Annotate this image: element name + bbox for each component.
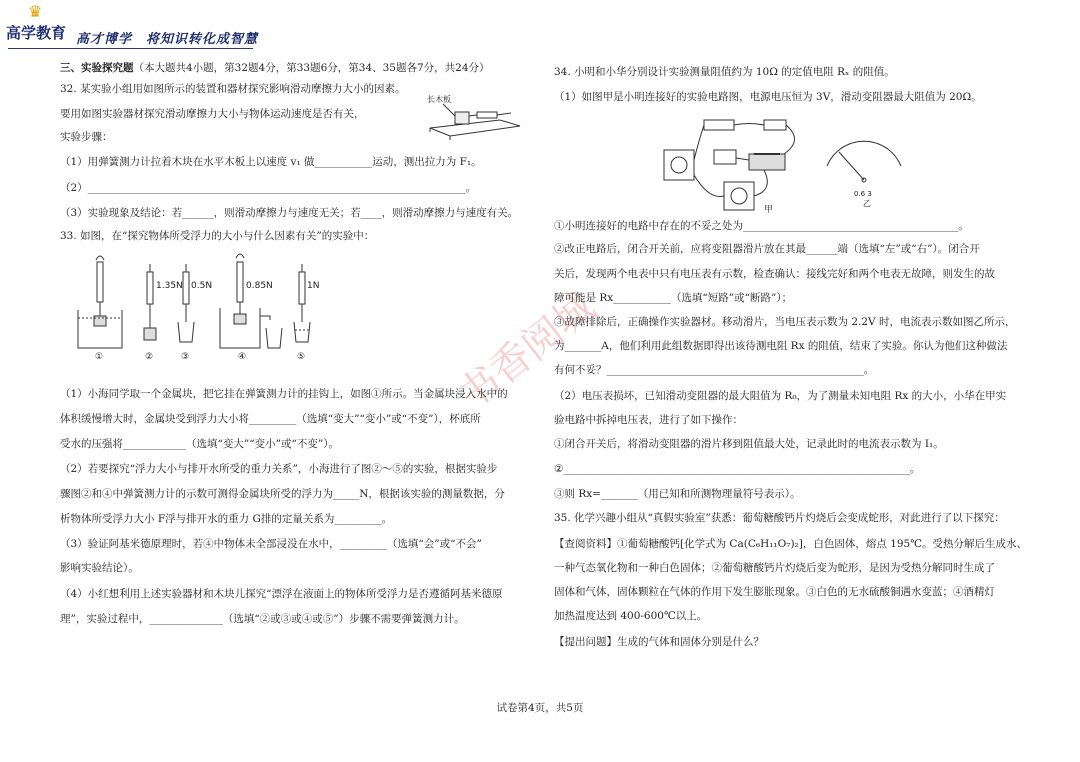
section-title: 三、实验探究题 [60, 62, 134, 74]
q32-fig-label: 长木板 [427, 95, 451, 104]
q34-line-10: （2）电压表损坏，已知滑动变阻器的最大阻值为 R₀，为了测量未知电阻 Rx 的大小，小华在甲实 [554, 390, 1007, 402]
q34-line-3: ①小明连接好的电路中存在的不妥之处为_________________________________________。 [554, 220, 969, 232]
q34-line-7: ③故障排除后，正确操作实验器材。移动滑片，当电压表示数为 2.2V 时，电流表示数如图乙所示， [554, 316, 1016, 328]
q32-line-1: 32. 某实验小组用如图所示的装置和器材探究影响滑动摩擦力大小的因素。 [60, 83, 406, 95]
q34-line-5: 关后，发现两个电表中只有电压表有示数，检查确认：接线完好和两个电表无故障，则发生的故 [554, 268, 995, 280]
q33-reading-3: 0.5N [191, 281, 213, 291]
q33-line-11: 理”，实验过程中，______________（选填“②或③或④或⑤”）步骤不需要弹簧测力计。 [60, 613, 465, 625]
q34-line-4: ②改正电路后，闭合开关前，应将变阻器滑片放在其最______端（选填“左”或“右”）。闭合开 [554, 243, 980, 255]
q34-line-12: ①闭合开关后，将滑动变阻器的滑片移到阻值最大处，记录此时的电流表示数为 I₁。 [554, 438, 944, 450]
q33-line-8: （3）验证阿基米德原理时，若④中物体未全部浸没在水中，_________（选填“会”或“不会” [60, 538, 482, 550]
fig-label-jia: 甲 [764, 205, 774, 214]
q32-line-5: （2）________________________________________________________________________。 [60, 182, 477, 194]
q32-line-4: （1）用弹簧测力计拉着木块在水平木板上以速度 v₁ 做___________运动，测出拉力为 F₁。 [60, 156, 482, 168]
q33-num-1: ① [95, 352, 104, 360]
logo [6, 4, 70, 44]
q35-line-3: 一种气态氧化物和一种白色固体；②葡萄糖酸钙片灼烧后变为蛇形，是因为受热分解同时生成了 [554, 562, 995, 574]
fig-label-yi: 乙 [863, 199, 871, 208]
buoyancy-apparatus [70, 250, 330, 360]
q33-line-7: 析物体所受浮力大小 F浮与排开水的重力 G排的定量关系为_________。 [60, 513, 393, 525]
friction-apparatus [425, 90, 525, 140]
q33-line-9: 影响实验结论）。 [60, 562, 139, 574]
q33-line-1: 33. 如图，在“探究物体所受浮力的大小与什么因素有关”的实验中： [60, 230, 375, 242]
q34-line-9: 有何不妥？_________________________________________________。 [554, 364, 875, 376]
page-footer: 试卷第4页，共5页 [496, 702, 584, 714]
header-divider [8, 48, 253, 49]
q32-line-2: 要用如图实验器材探究滑动摩擦力大小与物体运动速度是否有关， [60, 108, 365, 120]
q33-num-5: ⑤ [297, 352, 306, 360]
svg-text:0.6 3: 0.6 3 [854, 190, 872, 198]
q33-reading-5: 1N [307, 281, 320, 291]
q33-line-3: 体积缓慢增大时，金属块受到浮力大小将_________（选填“变大”“变小”或“不变”），杯底所 [60, 413, 481, 425]
q33-line-10: （4）小红想利用上述实验器材和木块儿探究“漂浮在液面上的物体所受浮力是否遵循阿基米德原 [60, 588, 503, 600]
q33-figure [70, 250, 330, 360]
q32-figure [425, 90, 525, 140]
section-heading [60, 62, 528, 75]
ammeter-figure-yi [819, 136, 909, 208]
header-slogan: 高才博学 将知识转化成智慧 [76, 32, 259, 47]
q34-line-2: （1）如图甲是小明连接好的实验电路图，电源电压恒为 3V，滑动变阻器最大阻值为 20Ω。 [554, 91, 982, 103]
logo-text: 高学教育 [6, 24, 67, 42]
q33-line-5: （2）若要探究“浮力大小与排开水所受的重力关系”，小海进行了图②～⑤的实验，根据实验步 [60, 463, 498, 475]
q35-line-6: 【提出问题】生成的气体和固体分别是什么？ [554, 636, 764, 648]
q34-line-6: 障可能是 Rx___________（选填“短路”或“断路”）； [554, 292, 793, 304]
q32-line-3: 实验步骤： [60, 131, 113, 143]
q33-reading-4: 0.85N [246, 281, 273, 291]
q34-line-1: 34. 小明和小华分别设计实验测量阻值约为 10Ω 的定值电阻 Rₓ 的阻值。 [554, 66, 895, 78]
q33-line-6: 骤图②和④中弹簧测力计的示数可测得金属块所受的浮力为_____N，根据该实验的测量数据，分 [60, 488, 505, 500]
watermark: 书香阅城 [449, 283, 605, 419]
q34-line-11: 验电路中拆掉电压表，进行了如下操作： [554, 414, 743, 426]
q34-line-8: 为_______A，他们利用此组数据即得出该待测电阻 Rx 的阻值，结束了实验。你认为他们这种做法 [554, 340, 1008, 352]
page-header [0, 0, 1080, 52]
q35-line-4: 固体和气体，固体颗粒在气体的作用下发生膨胀现象。③白色的无水硫酸铜遇水变蓝；④酒精灯 [554, 586, 995, 598]
crown-icon: ♛ [28, 2, 43, 21]
q33-line-4: 受水的压强将____________（选填“变大”“变小”或“不变”）。 [60, 438, 339, 450]
q34-line-14: ③则 Rx=_______（用已知和所测物理量符号表示）。 [554, 488, 801, 500]
q35-line-1: 35. 化学兴趣小组从“真假实验室”获悉：葡萄糖酸钙片灼烧后会变成蛇形，对此进行了以下探究： [554, 512, 1005, 524]
ammeter-dial [819, 136, 909, 208]
q33-line-2: （1）小海同学取一个金属块，把它挂在弹簧测力计的挂钩上，如图①所示。当金属块浸入水中的 [60, 388, 508, 400]
q32-line-6: （3）实验现象及结论：若______，则滑动摩擦力与速度无关；若____，则滑动摩擦力与速度有关。 [60, 207, 519, 219]
q34-line-13: ②__________________________________________________________________。 [554, 463, 921, 475]
section-note: （本大题共4小题，第32题4分，第33题6分，第34、35题各7分，共24分） [133, 62, 490, 74]
q35-line-2: 【查阅资料】①葡萄糖酸钙[化学式为 Ca(C₆H₁₁O₇)₂]，白色固体，熔点 195℃。受热分解后生成水、 [554, 538, 1027, 550]
q33-num-2: ② [145, 352, 154, 360]
q35-line-5: 加热温度达到 400-600℃以上。 [554, 610, 708, 622]
q33-num-3: ③ [181, 352, 190, 360]
q33-reading-2: 1.35N [156, 281, 183, 291]
q33-num-4: ④ [238, 352, 247, 360]
